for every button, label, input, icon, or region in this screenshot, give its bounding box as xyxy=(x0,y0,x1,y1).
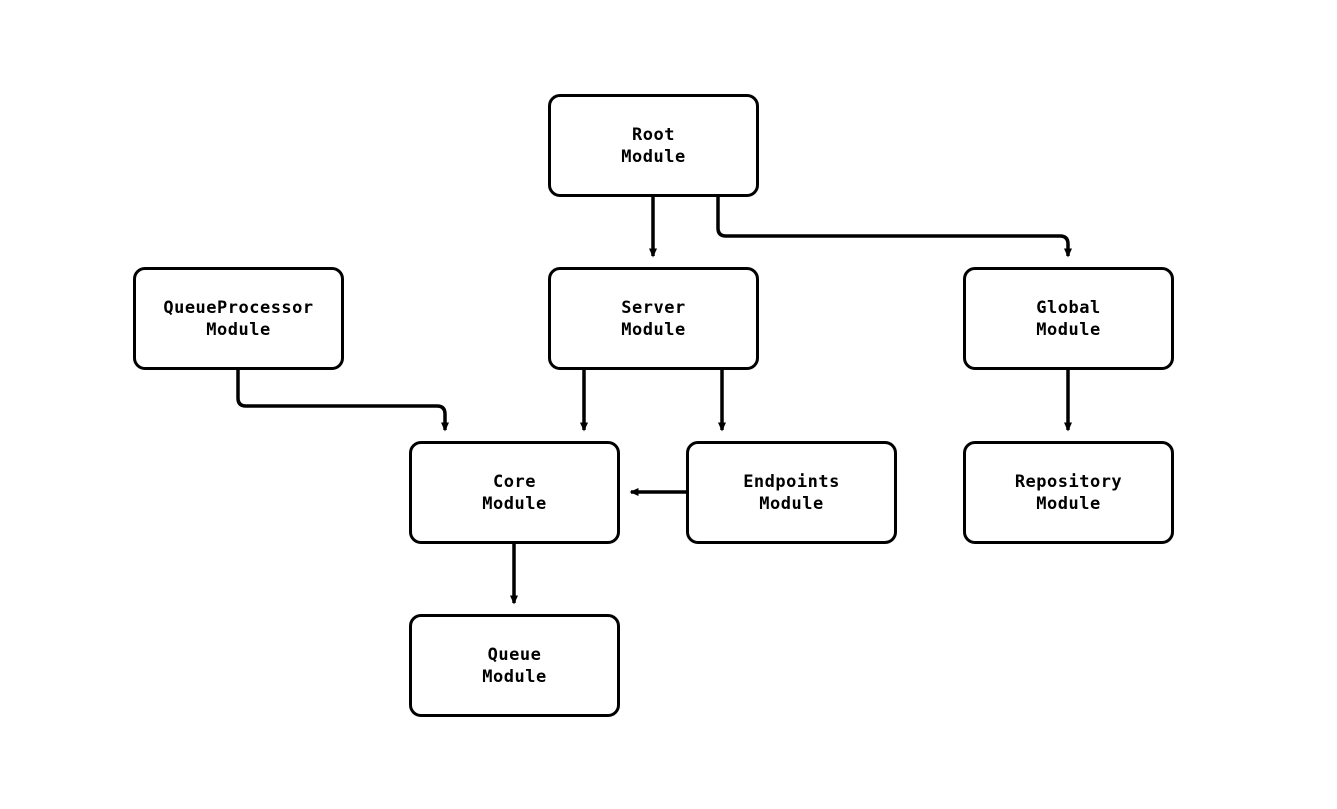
node-core-label-line1: Core xyxy=(493,471,536,492)
node-server-label-line2: Module xyxy=(621,319,686,340)
node-repository-label-line2: Module xyxy=(1036,493,1101,514)
node-repository[interactable] xyxy=(963,441,1174,544)
node-root-label-line1: Root xyxy=(632,124,675,145)
node-core[interactable] xyxy=(409,441,620,544)
node-queueprocessor[interactable] xyxy=(133,267,344,370)
node-root-label-line2: Module xyxy=(621,146,686,167)
node-queue-label-line1: Queue xyxy=(487,644,542,665)
node-root[interactable] xyxy=(548,94,759,197)
node-endpoints-label-line2: Module xyxy=(759,493,824,514)
node-queue-label-line2: Module xyxy=(482,666,547,687)
node-server[interactable] xyxy=(548,267,759,370)
node-global-label-line2: Module xyxy=(1036,319,1101,340)
node-queueprocessor-label-line1: QueueProcessor xyxy=(163,297,314,318)
edge-queueprocessor-to-core xyxy=(238,370,445,430)
node-endpoints-label-line1: Endpoints xyxy=(743,471,840,492)
node-queue[interactable] xyxy=(409,614,620,717)
node-global[interactable] xyxy=(963,267,1174,370)
node-core-label-line2: Module xyxy=(482,493,547,514)
node-server-label-line1: Server xyxy=(621,297,686,318)
node-repository-label-line1: Repository xyxy=(1014,471,1123,492)
edge-root-to-global xyxy=(718,197,1068,256)
node-endpoints[interactable] xyxy=(686,441,897,544)
node-global-label-line1: Global xyxy=(1036,297,1101,318)
node-queueprocessor-label-line2: Module xyxy=(206,319,271,340)
